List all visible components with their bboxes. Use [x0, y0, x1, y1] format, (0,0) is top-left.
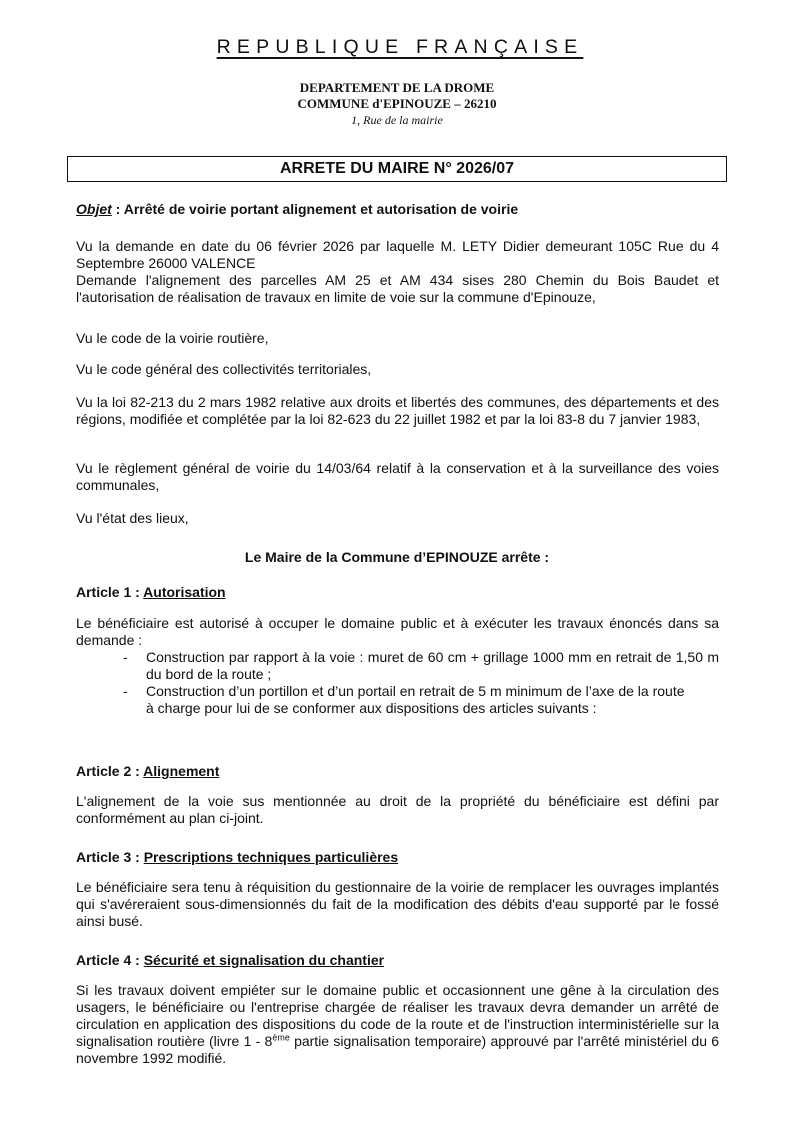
- article-4-title: Sécurité et signalisation du chantier: [143, 952, 385, 968]
- article-1-continuation: à charge pour lui de se conformer aux dispositions des articles suivants :: [146, 700, 597, 716]
- article-4-text: [76, 982, 719, 1067]
- article-4-superscript: ème: [272, 1032, 290, 1043]
- commune-name: COMMUNE d'EPINOUZE – 26210: [297, 96, 497, 111]
- visa-loi: [76, 394, 719, 428]
- objet-line: [76, 201, 719, 218]
- department-name: DEPARTEMENT DE LA DROME: [299, 80, 495, 95]
- article-3-text: Le bénéficiaire sera tenu à réquisition du gestionnaire de la voirie de remplacer les ouvrages implantés qui s'avéreraient sous-dimensionnés du fait de la modification des débits d'eau supporté par le fossé ainsi busé.: [76, 879, 719, 929]
- article-4-number: Article 4 :: [76, 952, 144, 968]
- decree-line: Le Maire de la Commune d’EPINOUZE arrête :: [244, 549, 550, 565]
- objet-separator: :: [111, 201, 124, 217]
- visa-loi-text: Vu la loi 82-213 du 2 mars 1982 relative aux droits et libertés des communes, des départements et des régions, modifiée et complétée par la loi 82-623 du 22 juillet 1982 et par la loi 83-8 du 7 janvier 1983,: [76, 394, 719, 427]
- mairie-address: 1, Rue de la mairie: [351, 113, 443, 127]
- visa-code-voirie-text: Vu le code de la voirie routière,: [76, 330, 269, 346]
- visa-code-collectivites-text: Vu le code général des collectivités territoriales,: [76, 361, 372, 377]
- department-block: [0, 80, 794, 112]
- article-3-title: Prescriptions techniques particulières: [143, 849, 399, 865]
- article-4-text-part1: Si les travaux doivent empiéter sur le domaine public et occasionnent une gêne à la circulation des usagers, le bénéficiaire ou l'entreprise chargée de réaliser les travaux devra demander un arrêté de circulation en application des dispositions du code de la route et de l'instruction interministérielle sur la signalisation routière (livre 1 - 8: [76, 982, 719, 1049]
- list-item: - Construction par rapport à la voie : muret de 60 cm + grillage 1000 mm en retrait de 1,50 m du bord de la route ;: [76, 649, 719, 683]
- visa-demande: [76, 238, 719, 306]
- visa-demande-line2: Demande l'alignement des parcelles AM 25 et AM 434 sises 280 Chemin du Bois Baudet et l'autorisation de réalisation de travaux en limite de voie sur la commune d'Epinouze,: [76, 272, 719, 305]
- article-4: [76, 952, 719, 1067]
- article-1-intro: Le bénéficiaire est autorisé à occuper le domaine public et à exécuter les travaux énoncés dans sa demande :: [76, 615, 719, 648]
- article-2-number: Article 2 :: [76, 763, 144, 779]
- article-4-text-part2: partie signalisation temporaire) approuvé par l'arrêté ministériel du 6 novembre 1992 modifié.: [76, 1033, 720, 1066]
- visa-code-voirie: [76, 330, 719, 347]
- objet-label: Objet: [76, 201, 112, 217]
- list-item: - Construction d’un portillon et d’un portail en retrait de 5 m minimum de l’axe de la route: [76, 683, 719, 700]
- visa-demande-line1: Vu la demande en date du 06 février 2026 par laquelle M. LETY Didier demeurant 105C Rue du 4 Septembre 26000 VALENCE: [76, 238, 719, 271]
- visa-reglement: [76, 460, 719, 494]
- article-1-heading: [76, 584, 719, 601]
- article-4-heading: [76, 952, 719, 969]
- article-2-text: L'alignement de la voie sus mentionnée au droit de la propriété du bénéficiaire est défini par conformément au plan ci-joint.: [76, 793, 719, 826]
- article-3: [76, 849, 719, 930]
- article-3-heading: [76, 849, 719, 866]
- visa-etat-lieux: [76, 510, 719, 527]
- visa-reglement-text: Vu le règlement général de voirie du 14/03/64 relatif à la conservation et à la surveillance des voies communales,: [76, 460, 719, 493]
- article-3-number: Article 3 :: [76, 849, 144, 865]
- article-1: [76, 584, 719, 717]
- article-2-title: Alignement: [143, 763, 220, 779]
- article-2: [76, 763, 719, 827]
- republic-title-text: REPUBLIQUE FRANÇAISE: [216, 36, 584, 58]
- article-1-list: [76, 649, 719, 700]
- visa-etat-lieux-text: Vu l'état des lieux,: [76, 510, 189, 526]
- republic-title: [0, 36, 794, 59]
- arrete-title-box: ARRETE DU MAIRE N° 2026/07: [67, 156, 727, 182]
- objet-text: Arrêté de voirie portant alignement et autorisation de voirie: [123, 201, 519, 217]
- article-1-title: Autorisation: [143, 584, 226, 600]
- visa-code-collectivites: [76, 361, 719, 378]
- article-2-heading: [76, 763, 719, 780]
- article-1-number: Article 1 :: [76, 584, 144, 600]
